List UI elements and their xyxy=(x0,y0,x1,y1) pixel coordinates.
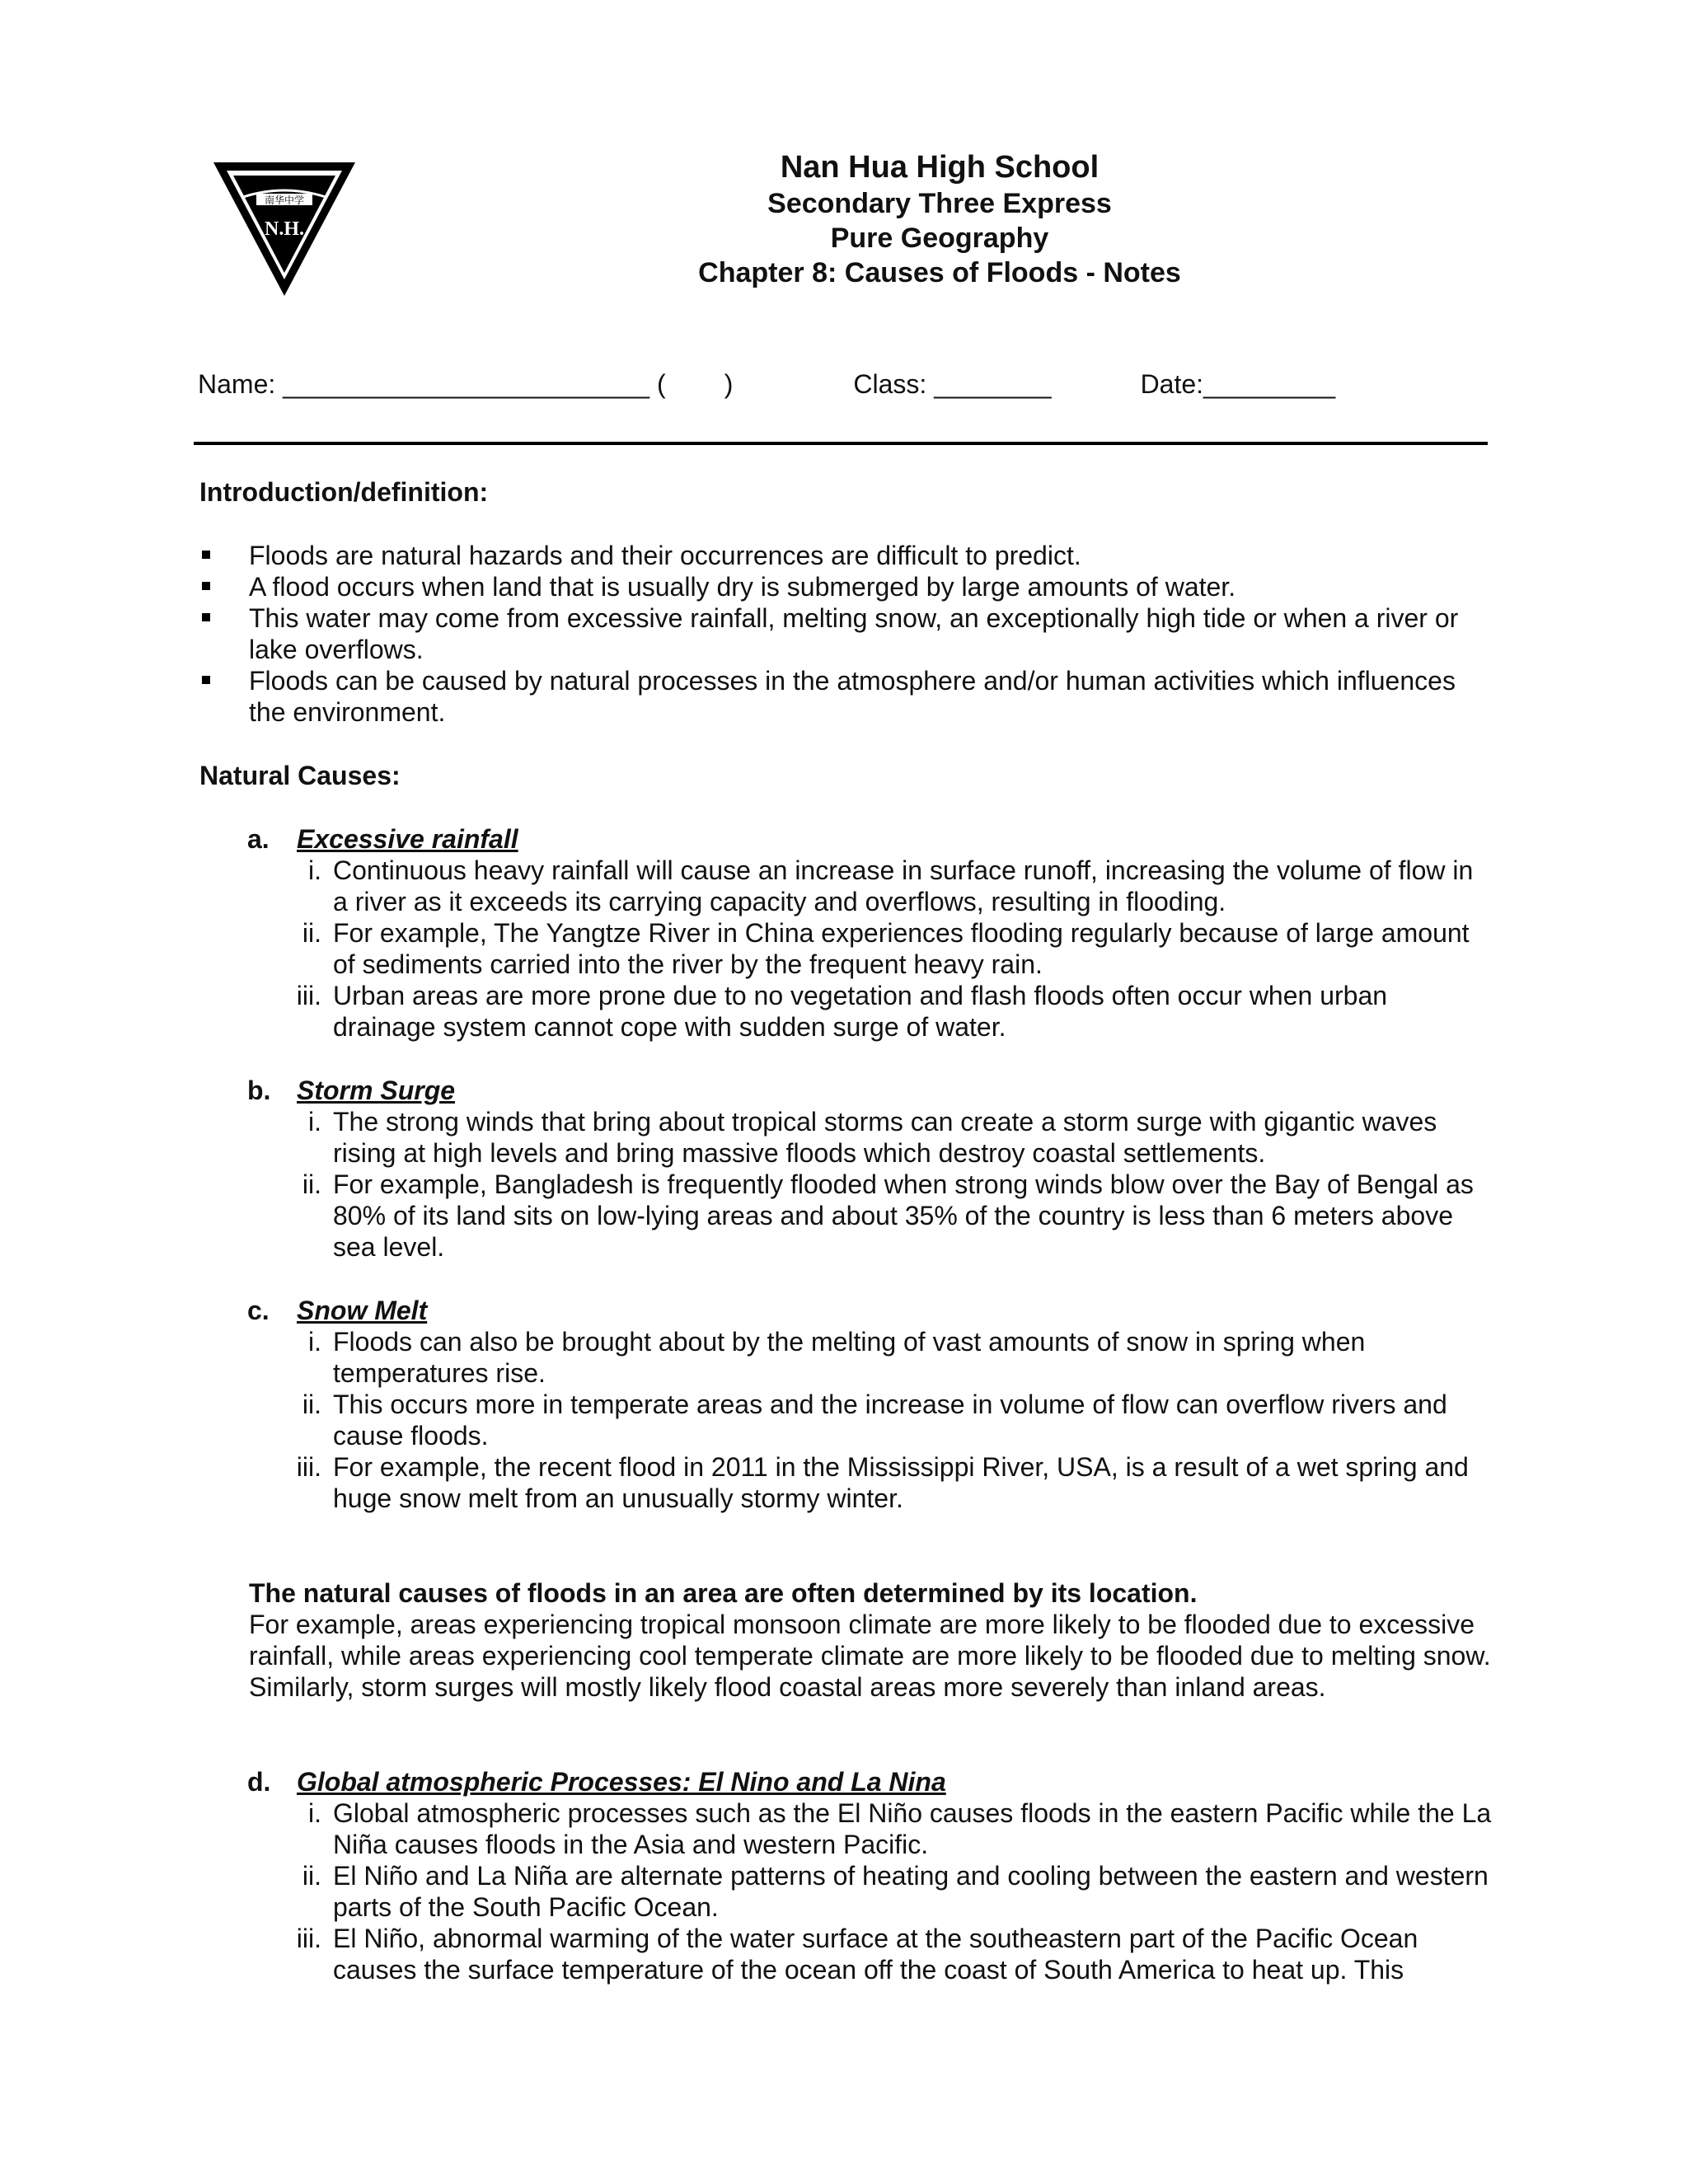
notes-body xyxy=(199,476,1493,1985)
section-letter: a. xyxy=(247,824,270,854)
school-logo xyxy=(210,159,359,299)
location-summary xyxy=(249,1577,1493,1703)
section-letter: b. xyxy=(247,1076,271,1105)
summary-text: For example, areas experiencing tropical monsoon climate are more likely to be flooded due to excessive rainfall, while areas experiencing cool temperate climate are more likely to be flooded due to melting snow. Similarly, storm surges will mostly likely flood coastal areas more severely than inland areas. xyxy=(249,1610,1491,1702)
school-name: Nan Hua High School xyxy=(780,150,1100,185)
section-letter: d. xyxy=(247,1767,271,1797)
class-label: Class: xyxy=(853,369,927,399)
chapter-title: Chapter 8: Causes of Floods - Notes xyxy=(698,257,1181,288)
date-label: Date: xyxy=(1140,369,1204,399)
subject-title: Pure Geography xyxy=(830,223,1049,254)
class-level: Secondary Three Express xyxy=(767,188,1112,219)
section-title: Snow Melt xyxy=(297,1296,428,1325)
list-item: ii. This occurs more in temperate areas and the increase in volume of flow can overflow rivers and cause floods. xyxy=(302,1390,1447,1451)
section-excessive-rainfall xyxy=(199,823,1493,1043)
header-divider xyxy=(194,442,1488,445)
list-item: A flood occurs when land that is usually dry is submerged by large amounts of water. xyxy=(199,571,1493,602)
list-item: i. The strong winds that bring about tropical storms can create a storm surge with gigantic waves rising at high levels and bring massive floods which destroy coastal settlements. xyxy=(308,1107,1437,1168)
document-header xyxy=(511,148,1368,290)
section-title: Global atmospheric Processes: El Nino and La Nina xyxy=(297,1767,946,1797)
logo-initials: N.H. xyxy=(265,218,304,240)
bullet-square-icon xyxy=(202,613,210,621)
list-item: Floods can be caused by natural processes in the atmosphere and/or human activities which influences the environment. xyxy=(199,665,1493,728)
intro-bullet-list xyxy=(199,540,1493,728)
list-item: ii. El Niño and La Niña are alternate patterns of heating and cooling between the eastern and western parts of the South Pacific Ocean. xyxy=(302,1861,1489,1922)
logo-chinese-text: 南华中学 xyxy=(264,194,305,206)
section-storm-surge xyxy=(199,1075,1493,1263)
section-snow-melt xyxy=(199,1295,1493,1514)
section-title: Excessive rainfall xyxy=(297,824,518,854)
bullet-square-icon xyxy=(202,551,210,559)
list-item: i. Floods can also be brought about by the melting of vast amounts of snow in spring when temperatures rise. xyxy=(308,1327,1366,1388)
name-label: Name: xyxy=(198,369,276,399)
intro-heading: Introduction/definition: xyxy=(199,477,489,507)
list-item: This water may come from excessive rainfall, melting snow, an exceptionally high tide or when a river or lake overflows. xyxy=(199,602,1493,665)
list-item: Floods are natural hazards and their occurrences are difficult to predict. xyxy=(199,540,1493,571)
list-item: iii. Urban areas are more prone due to no vegetation and flash floods often occur when urban drainage system cannot cope with sudden surge of water. xyxy=(296,981,1388,1042)
index-number-blank: ( ) xyxy=(656,369,734,399)
bullet-square-icon xyxy=(202,676,210,684)
list-item: ii. For example, Bangladesh is frequently flooded when strong winds blow over the Bay of Bengal as 80% of its land sits on low-lying areas and about 35% of the country is less than 6 meters above sea level. xyxy=(302,1169,1474,1262)
bullet-square-icon xyxy=(202,582,210,590)
class-blank: ________ xyxy=(934,369,1052,399)
student-info-row xyxy=(198,369,1335,400)
list-item: i. Continuous heavy rainfall will cause an increase in surface runoff, increasing the volume of flow in a river as it exceeds its carrying capacity and overflows, resulting in flooding. xyxy=(308,855,1474,916)
list-item: i. Global atmospheric processes such as the El Niño causes floods in the eastern Pacific while the La Niña causes floods in the Asia and western Pacific. xyxy=(308,1798,1492,1859)
list-item: ii. For example, The Yangtze River in China experiences flooding regularly because of large amount of sediments carried into the river by the frequent heavy rain. xyxy=(302,918,1470,979)
summary-heading: The natural causes of floods in an area are often determined by its location. xyxy=(249,1578,1198,1608)
list-item: iii. El Niño, abnormal warming of the water surface at the southeastern part of the Pacific Ocean causes the surface temperature of the ocean off the coast of South America to heat up. This xyxy=(296,1924,1418,1985)
name-blank: _________________________ xyxy=(283,369,650,399)
section-letter: c. xyxy=(247,1296,270,1325)
section-el-nino-la-nina xyxy=(199,1766,1493,1985)
natural-causes-heading: Natural Causes: xyxy=(199,761,401,790)
date-blank: _________ xyxy=(1203,369,1336,399)
section-title: Storm Surge xyxy=(297,1076,456,1105)
list-item: iii. For example, the recent flood in 2011 in the Mississippi River, USA, is a result of a wet spring and huge snow melt from an unusually stormy winter. xyxy=(296,1452,1469,1513)
